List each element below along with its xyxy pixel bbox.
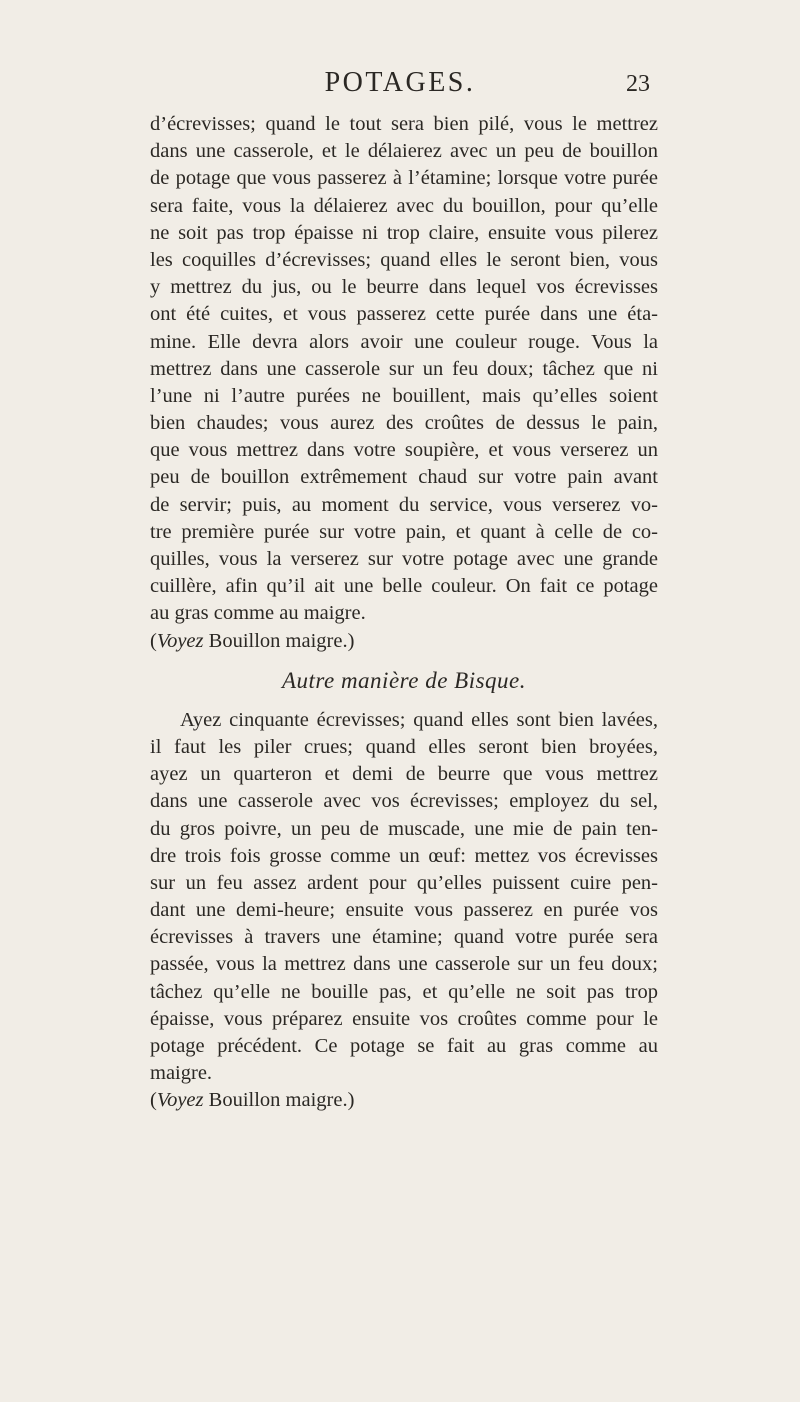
- text-line: que vous mettrez dans votre soupière, et vous verserez un: [150, 439, 658, 462]
- text-line: du gros poivre, un peu de muscade, une mie de pain ten-: [150, 817, 658, 840]
- text-line: tâchez qu’elle ne bouille pas, et qu’elle ne soit pas trop: [150, 980, 658, 1003]
- paragraph: [150, 707, 658, 1115]
- text-line: de potage que vous passerez à l’étamine; lorsque votre purée: [150, 167, 658, 190]
- text-line: passée, vous la mettrez dans une casserole sur un feu doux;: [150, 953, 658, 976]
- cross-reference-text: Bouillon maigre.): [203, 1089, 355, 1112]
- text-line: dans une casserole avec vos écrevisses; employez du sel,: [150, 790, 658, 813]
- text-line: quilles, vous la verserez sur votre potage avec une grande: [150, 548, 658, 570]
- text-line: ayez un quarteron et demi de beurre que vous mettrez: [150, 763, 658, 786]
- text-line: au gras comme au maigre.: [150, 602, 366, 625]
- text-line: bien chaudes; vous aurez des croûtes de dessus le pain,: [150, 412, 658, 435]
- text-line: d’écrevisses; quand le tout sera bien pilé, vous le mettrez: [150, 113, 658, 135]
- running-head: [0, 66, 800, 106]
- body-text: [150, 111, 658, 1115]
- text-line: sur un feu assez ardent pour qu’elles puissent cuire pen-: [150, 871, 658, 894]
- text-line: cuillère, afin qu’il ait une belle couleur. On fait ce potage: [150, 575, 658, 598]
- text-line: de servir; puis, au moment du service, vous verserez vo-: [150, 493, 658, 516]
- text-line: ne soit pas trop épaisse ni trop claire, ensuite vous pilerez: [150, 221, 658, 244]
- text-line: mettrez dans une casserole sur un feu doux; tâchez que ni: [150, 357, 658, 380]
- text-line: maigre.: [150, 1062, 213, 1085]
- text-line: dans une casserole, et le délaierez avec un peu de bouillon: [150, 140, 658, 163]
- text-line: les coquilles d’écrevisses; quand elles le seront bien, vous: [150, 248, 658, 271]
- running-title: POTAGES.: [324, 67, 476, 98]
- cross-reference-italic: Voyez: [156, 629, 204, 652]
- text-line: il faut les piler crues; quand elles seront bien broyées,: [150, 735, 658, 758]
- text-line: dant une demi-heure; ensuite vous passerez en purée vos: [150, 899, 658, 922]
- text-line: l’une ni l’autre purées ne bouillent, mais qu’elles soient: [150, 384, 658, 407]
- text-line: ont été cuites, et vous passerez cette purée dans une éta-: [150, 303, 658, 326]
- text-line: écrevisses à travers une étamine; quand votre purée sera: [150, 926, 658, 949]
- cross-reference-text: Bouillon maigre.): [203, 629, 355, 652]
- text-line: sera faite, vous la délaierez avec du bouillon, pour qu’elle: [150, 194, 658, 217]
- heading-spacer: [150, 699, 658, 707]
- text-line: épaisse, vous préparez ensuite vos croûtes comme pour le: [150, 1007, 658, 1030]
- section-heading: Autre manière de Bisque.: [281, 667, 527, 693]
- cross-reference-open: (: [150, 1089, 157, 1112]
- text-line: potage précédent. Ce potage se fait au gras comme au: [150, 1035, 658, 1057]
- text-line: mine. Elle devra alors avoir une couleur rouge. Vous la: [150, 330, 658, 353]
- cross-reference: [150, 1087, 658, 1114]
- cross-reference-open: (: [150, 629, 157, 652]
- text-line: peu de bouillon extrêmement chaud sur votre pain avant: [150, 466, 658, 489]
- text-line: tre première purée sur votre pain, et quant à celle de co-: [150, 520, 658, 543]
- cross-reference: [150, 628, 658, 655]
- cross-reference-italic: Voyez: [156, 1089, 204, 1112]
- text-line: dre trois fois grosse comme un œuf: mettez vos écrevisses: [150, 844, 658, 867]
- page-number: 23: [626, 71, 650, 97]
- paragraph-continued: [150, 111, 658, 655]
- text-line: y mettrez du jus, ou le beurre dans lequel vos écrevisses: [150, 276, 658, 299]
- text-line: Ayez cinquante écrevisses; quand elles sont bien lavées,: [180, 708, 658, 731]
